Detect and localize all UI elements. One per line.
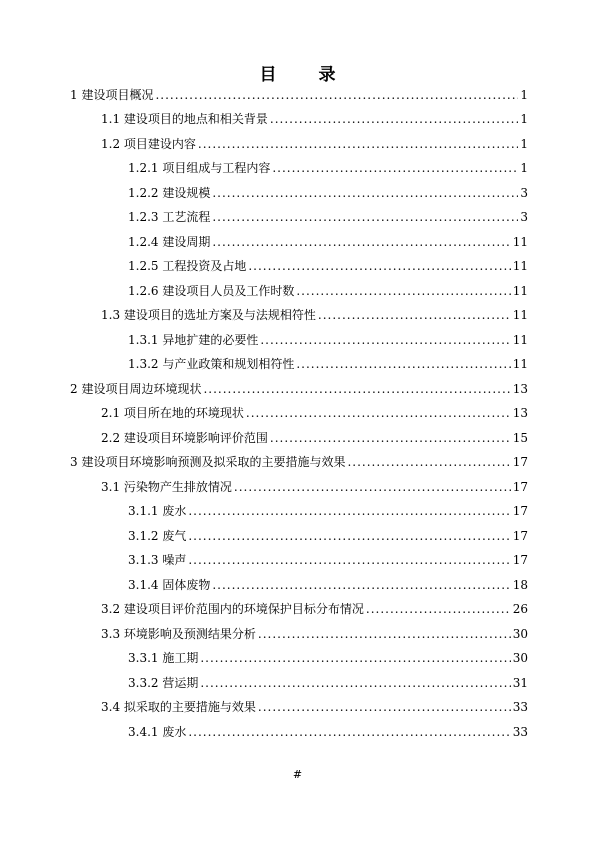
- toc-entry-label: 1.3.1 异地扩建的必要性: [128, 333, 259, 347]
- toc-entry-page: 1: [520, 88, 528, 102]
- toc-entry-level2[interactable]: [101, 135, 528, 153]
- dot-leader: [212, 184, 518, 202]
- toc-entry-label: 1 建设项目概况: [70, 88, 154, 102]
- toc-entry-label: 3.3.2 营运期: [128, 676, 199, 690]
- toc-entry-level3[interactable]: [128, 233, 528, 251]
- toc-entry-level2[interactable]: [101, 698, 528, 716]
- toc-entry-level2[interactable]: [101, 110, 528, 128]
- toc-entry-page: 26: [512, 602, 528, 616]
- toc-entry-level3[interactable]: [128, 331, 528, 349]
- toc-entry-level2[interactable]: [101, 478, 528, 496]
- dot-leader: [188, 527, 510, 545]
- dot-leader: [200, 674, 510, 692]
- toc-entry-level3[interactable]: [128, 208, 528, 226]
- toc-entry-label: 2.1 项目所在地的环境现状: [101, 406, 244, 420]
- dot-leader: [258, 625, 511, 643]
- toc-entry-page: 31: [512, 676, 528, 690]
- toc-entry-label: 3.2 建设项目评价范围内的环境保护目标分布情况: [101, 602, 364, 616]
- toc-entry-page: 11: [512, 333, 528, 347]
- toc-entry-level3[interactable]: [128, 355, 528, 373]
- toc-entry-page: 3: [520, 186, 528, 200]
- toc-entry-label: 2 建设项目周边环境现状: [70, 382, 202, 396]
- toc-entry-page: 17: [512, 455, 528, 469]
- toc-entry-label: 1.3.2 与产业政策和规划相符性: [128, 357, 295, 371]
- toc-entry-level2[interactable]: [101, 600, 528, 618]
- dot-leader: [198, 135, 518, 153]
- toc-entry-label: 3.3.1 施工期: [128, 651, 199, 665]
- toc-entry-page: 11: [512, 235, 528, 249]
- toc-entry-label: 3.1 污染物产生排放情况: [101, 480, 232, 494]
- toc-entry-label: 1.2.1 项目组成与工程内容: [128, 161, 271, 175]
- toc-entry-label: 3.3 环境影响及预测结果分析: [101, 627, 256, 641]
- toc-entry-level3[interactable]: [128, 257, 528, 275]
- dot-leader: [296, 355, 510, 373]
- dot-leader: [272, 159, 518, 177]
- toc-entry-level2[interactable]: [101, 404, 528, 422]
- dot-leader: [188, 502, 510, 520]
- toc-entry-label: 3.1.4 固体废物: [128, 578, 211, 592]
- toc-entry-page: 11: [512, 308, 528, 322]
- toc-entry-page: 11: [512, 284, 528, 298]
- toc-entry-label: 1.2 项目建设内容: [101, 137, 196, 151]
- dot-leader: [212, 208, 518, 226]
- toc-entry-level3[interactable]: [128, 159, 528, 177]
- toc-entry-label: 3 建设项目环境影响预测及拟采取的主要措施与效果: [70, 455, 346, 469]
- toc-entry-label: 3.4 拟采取的主要措施与效果: [101, 700, 256, 714]
- toc-entry-level3[interactable]: [128, 502, 528, 520]
- toc-entry-label: 1.2.6 建设项目人员及工作时数: [128, 284, 295, 298]
- toc-entry-level3[interactable]: [128, 282, 528, 300]
- toc-entry-page: 13: [512, 382, 528, 396]
- toc-entry-label: 1.2.3 工艺流程: [128, 210, 211, 224]
- toc-entry-page: 1: [520, 137, 528, 151]
- dot-leader: [270, 110, 518, 128]
- toc-entry-label: 1.1 建设项目的地点和相关背景: [101, 112, 268, 126]
- dot-leader: [234, 478, 511, 496]
- dot-leader: [212, 576, 510, 594]
- dot-leader: [366, 600, 511, 618]
- toc-entry-label: 1.2.2 建设规模: [128, 186, 211, 200]
- toc-entry-label: 3.4.1 废水: [128, 725, 187, 739]
- dot-leader: [212, 233, 510, 251]
- toc-entry-page: 3: [520, 210, 528, 224]
- page-footer: #: [292, 768, 303, 781]
- toc-entry-label: 1.3 建设项目的选址方案及与法规相符性: [101, 308, 316, 322]
- toc-entry-page: 13: [512, 406, 528, 420]
- toc-entry-label: 2.2 建设项目环境影响评价范围: [101, 431, 268, 445]
- toc-entry-level3[interactable]: [128, 527, 528, 545]
- dot-leader: [260, 331, 510, 349]
- dot-leader: [248, 257, 510, 275]
- toc-entry-level3[interactable]: [128, 723, 528, 741]
- toc-entry-level3[interactable]: [128, 649, 528, 667]
- toc-entry-page: 30: [512, 627, 528, 641]
- toc-entry-level2[interactable]: [101, 306, 528, 324]
- toc-entry-level1[interactable]: [70, 86, 528, 104]
- toc-entry-page: 33: [512, 725, 528, 739]
- dot-leader: [347, 453, 510, 471]
- toc-entry-level2[interactable]: [101, 429, 528, 447]
- toc-entry-label: 3.1.1 废水: [128, 504, 187, 518]
- dot-leader: [246, 404, 511, 422]
- dot-leader: [188, 723, 510, 741]
- toc-entry-label: 1.2.5 工程投资及占地: [128, 259, 247, 273]
- dot-leader: [203, 380, 510, 398]
- dot-leader: [270, 429, 511, 447]
- toc-entry-label: 3.1.2 废气: [128, 529, 187, 543]
- toc-title: 目 录: [259, 65, 354, 85]
- toc-entry-page: 1: [520, 112, 528, 126]
- toc-entry-level3[interactable]: [128, 576, 528, 594]
- dot-leader: [200, 649, 510, 667]
- toc-entry-page: 15: [512, 431, 528, 445]
- toc-entry-page: 17: [512, 480, 528, 494]
- toc-entry-level3[interactable]: [128, 551, 528, 569]
- toc-entry-page: 17: [512, 504, 528, 518]
- dot-leader: [296, 282, 510, 300]
- dot-leader: [188, 551, 510, 569]
- toc-entry-label: 3.1.3 噪声: [128, 553, 187, 567]
- toc-entry-level2[interactable]: [101, 625, 528, 643]
- toc-entry-level1[interactable]: [70, 453, 528, 471]
- toc-entry-page: 11: [512, 259, 528, 273]
- toc-entry-page: 18: [512, 578, 528, 592]
- toc-entry-label: 1.2.4 建设周期: [128, 235, 211, 249]
- toc-entry-page: 11: [512, 357, 528, 371]
- dot-leader: [258, 698, 511, 716]
- toc-entry-page: 30: [512, 651, 528, 665]
- dot-leader: [318, 306, 511, 324]
- toc-entry-page: 17: [512, 529, 528, 543]
- toc-entry-level1[interactable]: [70, 380, 528, 398]
- toc-entry-level3[interactable]: [128, 184, 528, 202]
- toc-entry-level3[interactable]: [128, 674, 528, 692]
- toc-entry-page: 17: [512, 553, 528, 567]
- toc-entry-page: 33: [512, 700, 528, 714]
- toc-entry-page: 1: [520, 161, 528, 175]
- dot-leader: [155, 86, 518, 104]
